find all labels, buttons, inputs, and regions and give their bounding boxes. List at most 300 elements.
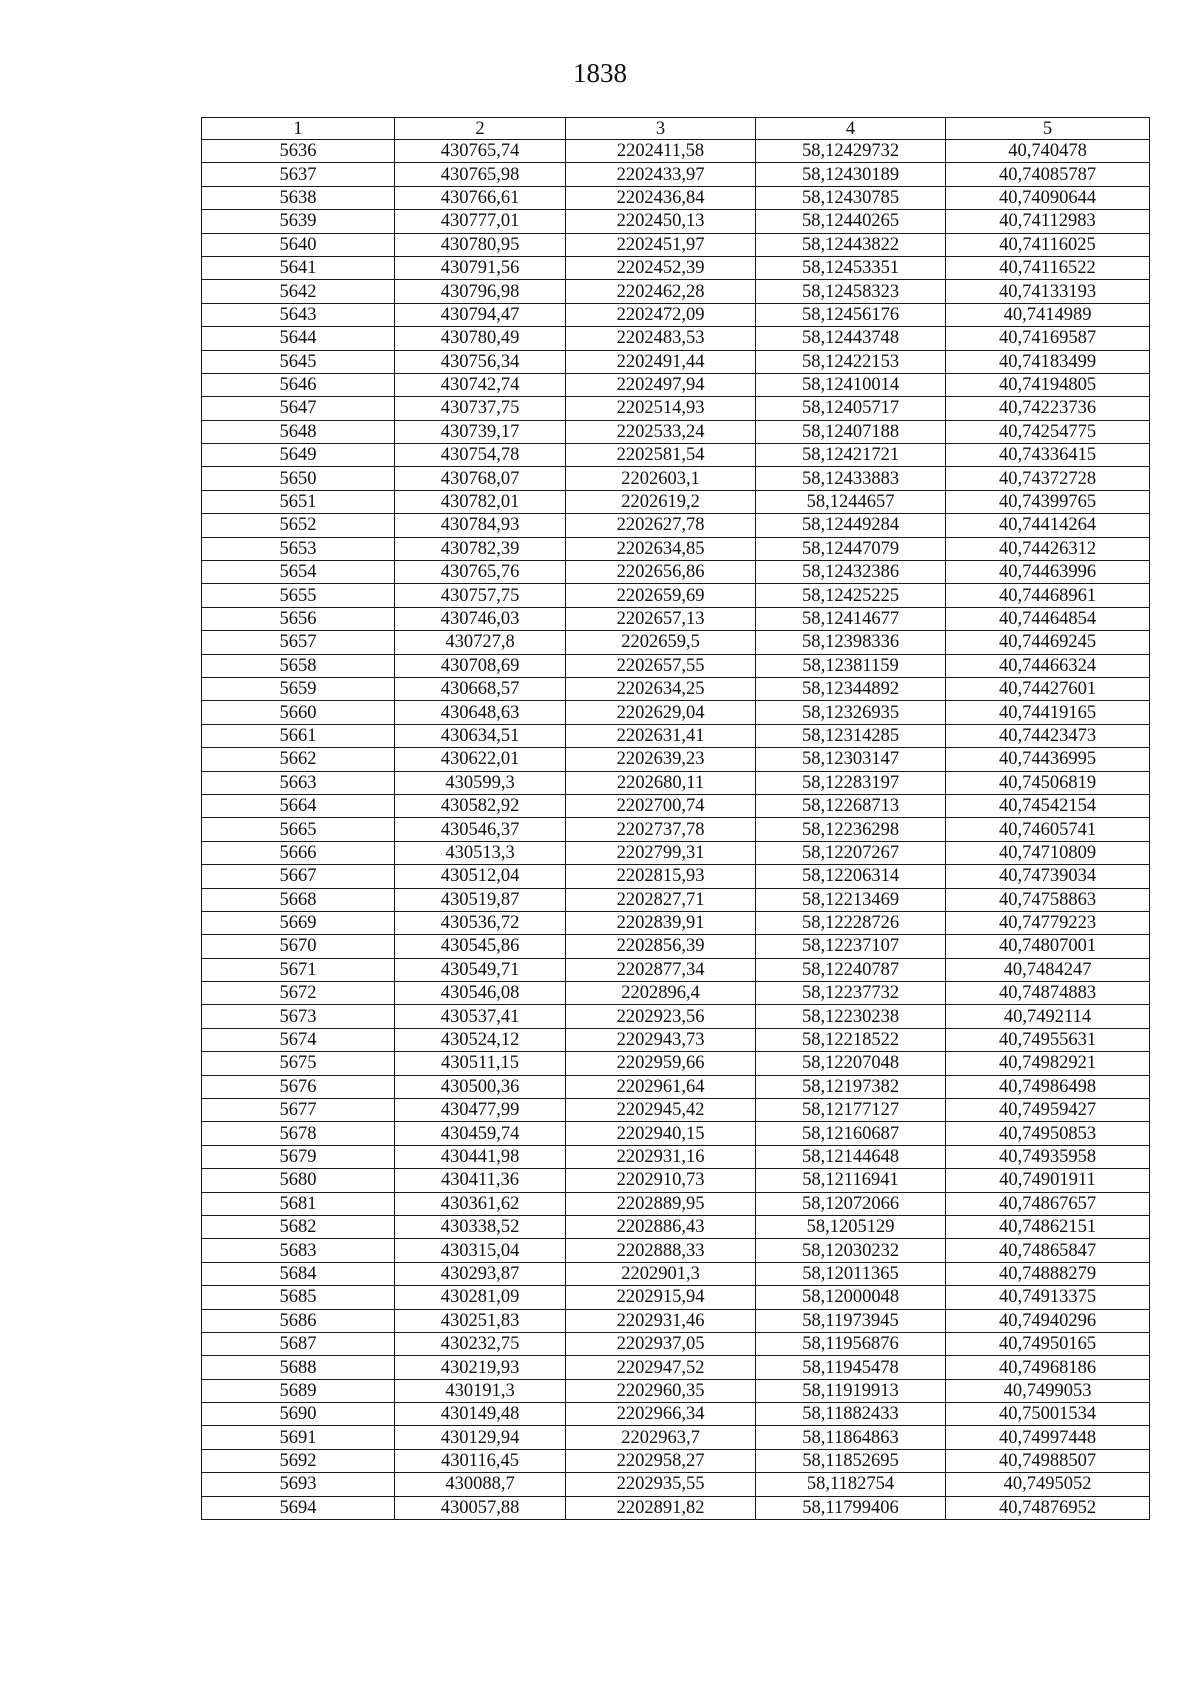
latitude-cell: 58,12197382 bbox=[756, 1075, 946, 1098]
x-coordinate-cell: 430511,15 bbox=[395, 1052, 566, 1075]
y-coordinate-cell: 2202943,73 bbox=[566, 1028, 756, 1051]
column-header-2: 2 bbox=[395, 118, 566, 140]
y-coordinate-cell: 2202533,24 bbox=[566, 420, 756, 443]
point-number-cell: 5682 bbox=[202, 1215, 395, 1238]
latitude-cell: 58,12326935 bbox=[756, 701, 946, 724]
y-coordinate-cell: 2202886,43 bbox=[566, 1215, 756, 1238]
point-number-cell: 5688 bbox=[202, 1356, 395, 1379]
latitude-cell: 58,12206314 bbox=[756, 865, 946, 888]
latitude-cell: 58,12410014 bbox=[756, 373, 946, 396]
table-row bbox=[202, 935, 1150, 958]
point-number-cell: 5651 bbox=[202, 490, 395, 513]
point-number-cell: 5646 bbox=[202, 373, 395, 396]
point-number-cell: 5678 bbox=[202, 1122, 395, 1145]
table-row bbox=[202, 1145, 1150, 1168]
longitude-cell: 40,74867657 bbox=[946, 1192, 1150, 1215]
longitude-cell: 40,74194805 bbox=[946, 373, 1150, 396]
point-number-cell: 5656 bbox=[202, 607, 395, 630]
y-coordinate-cell: 2202472,09 bbox=[566, 303, 756, 326]
point-number-cell: 5638 bbox=[202, 186, 395, 209]
point-number-cell: 5673 bbox=[202, 1005, 395, 1028]
y-coordinate-cell: 2202923,56 bbox=[566, 1005, 756, 1028]
latitude-cell: 58,1244657 bbox=[756, 490, 946, 513]
longitude-cell: 40,74542154 bbox=[946, 794, 1150, 817]
point-number-cell: 5692 bbox=[202, 1449, 395, 1472]
coordinates-table bbox=[201, 117, 1150, 1520]
x-coordinate-cell: 430477,99 bbox=[395, 1099, 566, 1122]
latitude-cell: 58,12433883 bbox=[756, 467, 946, 490]
point-number-cell: 5644 bbox=[202, 327, 395, 350]
table-row bbox=[202, 490, 1150, 513]
x-coordinate-cell: 430361,62 bbox=[395, 1192, 566, 1215]
y-coordinate-cell: 2202931,16 bbox=[566, 1145, 756, 1168]
y-coordinate-cell: 2202799,31 bbox=[566, 841, 756, 864]
table-row bbox=[202, 607, 1150, 630]
longitude-cell: 40,74183499 bbox=[946, 350, 1150, 373]
table-row bbox=[202, 350, 1150, 373]
point-number-cell: 5663 bbox=[202, 771, 395, 794]
longitude-cell: 40,74940296 bbox=[946, 1309, 1150, 1332]
point-number-cell: 5694 bbox=[202, 1496, 395, 1519]
latitude-cell: 58,12160687 bbox=[756, 1122, 946, 1145]
point-number-cell: 5676 bbox=[202, 1075, 395, 1098]
latitude-cell: 58,12381159 bbox=[756, 654, 946, 677]
longitude-cell: 40,75001534 bbox=[946, 1403, 1150, 1426]
latitude-cell: 58,12414677 bbox=[756, 607, 946, 630]
table-row bbox=[202, 397, 1150, 420]
x-coordinate-cell: 430545,86 bbox=[395, 935, 566, 958]
x-coordinate-cell: 430057,88 bbox=[395, 1496, 566, 1519]
point-number-cell: 5648 bbox=[202, 420, 395, 443]
y-coordinate-cell: 2202815,93 bbox=[566, 865, 756, 888]
y-coordinate-cell: 2202935,55 bbox=[566, 1473, 756, 1496]
latitude-cell: 58,12456176 bbox=[756, 303, 946, 326]
x-coordinate-cell: 430191,3 bbox=[395, 1379, 566, 1402]
x-coordinate-cell: 430524,12 bbox=[395, 1028, 566, 1051]
point-number-cell: 5652 bbox=[202, 514, 395, 537]
y-coordinate-cell: 2202629,04 bbox=[566, 701, 756, 724]
x-coordinate-cell: 430622,01 bbox=[395, 748, 566, 771]
latitude-cell: 58,12303147 bbox=[756, 748, 946, 771]
latitude-cell: 58,12236298 bbox=[756, 818, 946, 841]
point-number-cell: 5670 bbox=[202, 935, 395, 958]
table-row bbox=[202, 701, 1150, 724]
x-coordinate-cell: 430768,07 bbox=[395, 467, 566, 490]
table-row bbox=[202, 1496, 1150, 1519]
y-coordinate-cell: 2202945,42 bbox=[566, 1099, 756, 1122]
latitude-cell: 58,12240787 bbox=[756, 958, 946, 981]
x-coordinate-cell: 430757,75 bbox=[395, 584, 566, 607]
latitude-cell: 58,1205129 bbox=[756, 1215, 946, 1238]
y-coordinate-cell: 2202947,52 bbox=[566, 1356, 756, 1379]
point-number-cell: 5647 bbox=[202, 397, 395, 420]
table-row bbox=[202, 561, 1150, 584]
longitude-cell: 40,74710809 bbox=[946, 841, 1150, 864]
y-coordinate-cell: 2202659,69 bbox=[566, 584, 756, 607]
longitude-cell: 40,74935958 bbox=[946, 1145, 1150, 1168]
x-coordinate-cell: 430782,39 bbox=[395, 537, 566, 560]
point-number-cell: 5636 bbox=[202, 140, 395, 163]
longitude-cell: 40,74876952 bbox=[946, 1496, 1150, 1519]
longitude-cell: 40,74997448 bbox=[946, 1426, 1150, 1449]
point-number-cell: 5687 bbox=[202, 1332, 395, 1355]
latitude-cell: 58,12213469 bbox=[756, 888, 946, 911]
y-coordinate-cell: 2202963,7 bbox=[566, 1426, 756, 1449]
x-coordinate-cell: 430232,75 bbox=[395, 1332, 566, 1355]
y-coordinate-cell: 2202411,58 bbox=[566, 140, 756, 163]
point-number-cell: 5686 bbox=[202, 1309, 395, 1332]
y-coordinate-cell: 2202497,94 bbox=[566, 373, 756, 396]
longitude-cell: 40,7414989 bbox=[946, 303, 1150, 326]
table-body bbox=[202, 140, 1150, 1520]
latitude-cell: 58,12458323 bbox=[756, 280, 946, 303]
x-coordinate-cell: 430746,03 bbox=[395, 607, 566, 630]
table-row bbox=[202, 1028, 1150, 1051]
longitude-cell: 40,7495052 bbox=[946, 1473, 1150, 1496]
table-row bbox=[202, 1005, 1150, 1028]
longitude-cell: 40,74865847 bbox=[946, 1239, 1150, 1262]
longitude-cell: 40,74399765 bbox=[946, 490, 1150, 513]
y-coordinate-cell: 2202451,97 bbox=[566, 233, 756, 256]
point-number-cell: 5679 bbox=[202, 1145, 395, 1168]
latitude-cell: 58,11919913 bbox=[756, 1379, 946, 1402]
table-row bbox=[202, 1052, 1150, 1075]
y-coordinate-cell: 2202856,39 bbox=[566, 935, 756, 958]
point-number-cell: 5659 bbox=[202, 677, 395, 700]
table-row bbox=[202, 467, 1150, 490]
x-coordinate-cell: 430765,74 bbox=[395, 140, 566, 163]
table-row bbox=[202, 1099, 1150, 1122]
longitude-cell: 40,74468961 bbox=[946, 584, 1150, 607]
latitude-cell: 58,12425225 bbox=[756, 584, 946, 607]
point-number-cell: 5643 bbox=[202, 303, 395, 326]
y-coordinate-cell: 2202634,85 bbox=[566, 537, 756, 560]
y-coordinate-cell: 2202940,15 bbox=[566, 1122, 756, 1145]
x-coordinate-cell: 430519,87 bbox=[395, 888, 566, 911]
y-coordinate-cell: 2202659,5 bbox=[566, 631, 756, 654]
table-row bbox=[202, 256, 1150, 279]
longitude-cell: 40,74888279 bbox=[946, 1262, 1150, 1285]
y-coordinate-cell: 2202462,28 bbox=[566, 280, 756, 303]
x-coordinate-cell: 430537,41 bbox=[395, 1005, 566, 1028]
table-row bbox=[202, 1426, 1150, 1449]
table-row bbox=[202, 911, 1150, 934]
latitude-cell: 58,12407188 bbox=[756, 420, 946, 443]
table-row bbox=[202, 1215, 1150, 1238]
table-row bbox=[202, 982, 1150, 1005]
point-number-cell: 5690 bbox=[202, 1403, 395, 1426]
column-header-1: 1 bbox=[202, 118, 395, 140]
point-number-cell: 5660 bbox=[202, 701, 395, 724]
x-coordinate-cell: 430782,01 bbox=[395, 490, 566, 513]
x-coordinate-cell: 430754,78 bbox=[395, 444, 566, 467]
point-number-cell: 5672 bbox=[202, 982, 395, 1005]
table-row bbox=[202, 841, 1150, 864]
x-coordinate-cell: 430411,36 bbox=[395, 1169, 566, 1192]
x-coordinate-cell: 430251,83 bbox=[395, 1309, 566, 1332]
longitude-cell: 40,74254775 bbox=[946, 420, 1150, 443]
x-coordinate-cell: 430582,92 bbox=[395, 794, 566, 817]
latitude-cell: 58,12030232 bbox=[756, 1239, 946, 1262]
x-coordinate-cell: 430784,93 bbox=[395, 514, 566, 537]
latitude-cell: 58,12072066 bbox=[756, 1192, 946, 1215]
y-coordinate-cell: 2202737,78 bbox=[566, 818, 756, 841]
longitude-cell: 40,74436995 bbox=[946, 748, 1150, 771]
longitude-cell: 40,74506819 bbox=[946, 771, 1150, 794]
longitude-cell: 40,74464854 bbox=[946, 607, 1150, 630]
table-row bbox=[202, 1332, 1150, 1355]
longitude-cell: 40,74427601 bbox=[946, 677, 1150, 700]
x-coordinate-cell: 430742,74 bbox=[395, 373, 566, 396]
longitude-cell: 40,74469245 bbox=[946, 631, 1150, 654]
table-row bbox=[202, 1286, 1150, 1309]
longitude-cell: 40,74085787 bbox=[946, 163, 1150, 186]
latitude-cell: 58,12405717 bbox=[756, 397, 946, 420]
y-coordinate-cell: 2202959,66 bbox=[566, 1052, 756, 1075]
column-header-5: 5 bbox=[946, 118, 1150, 140]
table-row bbox=[202, 303, 1150, 326]
y-coordinate-cell: 2202937,05 bbox=[566, 1332, 756, 1355]
point-number-cell: 5674 bbox=[202, 1028, 395, 1051]
x-coordinate-cell: 430737,75 bbox=[395, 397, 566, 420]
table-row bbox=[202, 233, 1150, 256]
longitude-cell: 40,74605741 bbox=[946, 818, 1150, 841]
longitude-cell: 40,74223736 bbox=[946, 397, 1150, 420]
longitude-cell: 40,74950853 bbox=[946, 1122, 1150, 1145]
latitude-cell: 58,12237107 bbox=[756, 935, 946, 958]
latitude-cell: 58,12344892 bbox=[756, 677, 946, 700]
y-coordinate-cell: 2202827,71 bbox=[566, 888, 756, 911]
point-number-cell: 5637 bbox=[202, 163, 395, 186]
table-row bbox=[202, 1169, 1150, 1192]
x-coordinate-cell: 430599,3 bbox=[395, 771, 566, 794]
point-number-cell: 5650 bbox=[202, 467, 395, 490]
latitude-cell: 58,12430189 bbox=[756, 163, 946, 186]
latitude-cell: 58,11864863 bbox=[756, 1426, 946, 1449]
x-coordinate-cell: 430739,17 bbox=[395, 420, 566, 443]
longitude-cell: 40,74982921 bbox=[946, 1052, 1150, 1075]
point-number-cell: 5649 bbox=[202, 444, 395, 467]
y-coordinate-cell: 2202631,41 bbox=[566, 724, 756, 747]
table-row bbox=[202, 373, 1150, 396]
longitude-cell: 40,74169587 bbox=[946, 327, 1150, 350]
latitude-cell: 58,12237732 bbox=[756, 982, 946, 1005]
point-number-cell: 5662 bbox=[202, 748, 395, 771]
y-coordinate-cell: 2202910,73 bbox=[566, 1169, 756, 1192]
latitude-cell: 58,12207267 bbox=[756, 841, 946, 864]
latitude-cell: 58,12011365 bbox=[756, 1262, 946, 1285]
y-coordinate-cell: 2202491,44 bbox=[566, 350, 756, 373]
x-coordinate-cell: 430129,94 bbox=[395, 1426, 566, 1449]
longitude-cell: 40,7484247 bbox=[946, 958, 1150, 981]
x-coordinate-cell: 430293,87 bbox=[395, 1262, 566, 1285]
point-number-cell: 5639 bbox=[202, 210, 395, 233]
table-row bbox=[202, 1262, 1150, 1285]
table-row bbox=[202, 1309, 1150, 1332]
latitude-cell: 58,12228726 bbox=[756, 911, 946, 934]
point-number-cell: 5645 bbox=[202, 350, 395, 373]
latitude-cell: 58,12432386 bbox=[756, 561, 946, 584]
point-number-cell: 5684 bbox=[202, 1262, 395, 1285]
y-coordinate-cell: 2202639,23 bbox=[566, 748, 756, 771]
point-number-cell: 5691 bbox=[202, 1426, 395, 1449]
y-coordinate-cell: 2202901,3 bbox=[566, 1262, 756, 1285]
y-coordinate-cell: 2202514,93 bbox=[566, 397, 756, 420]
longitude-cell: 40,74426312 bbox=[946, 537, 1150, 560]
x-coordinate-cell: 430338,52 bbox=[395, 1215, 566, 1238]
x-coordinate-cell: 430441,98 bbox=[395, 1145, 566, 1168]
x-coordinate-cell: 430766,61 bbox=[395, 186, 566, 209]
table-row bbox=[202, 677, 1150, 700]
point-number-cell: 5669 bbox=[202, 911, 395, 934]
latitude-cell: 58,12116941 bbox=[756, 1169, 946, 1192]
table-row bbox=[202, 280, 1150, 303]
x-coordinate-cell: 430727,8 bbox=[395, 631, 566, 654]
y-coordinate-cell: 2202961,64 bbox=[566, 1075, 756, 1098]
latitude-cell: 58,12177127 bbox=[756, 1099, 946, 1122]
y-coordinate-cell: 2202700,74 bbox=[566, 794, 756, 817]
table-header-row bbox=[202, 118, 1150, 140]
table-row bbox=[202, 210, 1150, 233]
latitude-cell: 58,1182754 bbox=[756, 1473, 946, 1496]
point-number-cell: 5642 bbox=[202, 280, 395, 303]
longitude-cell: 40,74950165 bbox=[946, 1332, 1150, 1355]
longitude-cell: 40,74913375 bbox=[946, 1286, 1150, 1309]
y-coordinate-cell: 2202966,34 bbox=[566, 1403, 756, 1426]
latitude-cell: 58,12283197 bbox=[756, 771, 946, 794]
point-number-cell: 5668 bbox=[202, 888, 395, 911]
x-coordinate-cell: 430765,76 bbox=[395, 561, 566, 584]
longitude-cell: 40,74463996 bbox=[946, 561, 1150, 584]
table-row bbox=[202, 1122, 1150, 1145]
longitude-cell: 40,74807001 bbox=[946, 935, 1150, 958]
point-number-cell: 5681 bbox=[202, 1192, 395, 1215]
longitude-cell: 40,74116025 bbox=[946, 233, 1150, 256]
longitude-cell: 40,74779223 bbox=[946, 911, 1150, 934]
page-number: 1838 bbox=[573, 58, 627, 88]
latitude-cell: 58,12144648 bbox=[756, 1145, 946, 1168]
longitude-cell: 40,74112983 bbox=[946, 210, 1150, 233]
y-coordinate-cell: 2202436,84 bbox=[566, 186, 756, 209]
table-row bbox=[202, 1379, 1150, 1402]
table-row bbox=[202, 654, 1150, 677]
x-coordinate-cell: 430315,04 bbox=[395, 1239, 566, 1262]
longitude-cell: 40,74090644 bbox=[946, 186, 1150, 209]
x-coordinate-cell: 430780,49 bbox=[395, 327, 566, 350]
latitude-cell: 58,12440265 bbox=[756, 210, 946, 233]
table-row bbox=[202, 865, 1150, 888]
longitude-cell: 40,74874883 bbox=[946, 982, 1150, 1005]
x-coordinate-cell: 430512,04 bbox=[395, 865, 566, 888]
x-coordinate-cell: 430500,36 bbox=[395, 1075, 566, 1098]
x-coordinate-cell: 430796,98 bbox=[395, 280, 566, 303]
y-coordinate-cell: 2202627,78 bbox=[566, 514, 756, 537]
table-row bbox=[202, 537, 1150, 560]
longitude-cell: 40,74466324 bbox=[946, 654, 1150, 677]
table-row bbox=[202, 1403, 1150, 1426]
table-row bbox=[202, 1356, 1150, 1379]
y-coordinate-cell: 2202483,53 bbox=[566, 327, 756, 350]
table-row bbox=[202, 584, 1150, 607]
longitude-cell: 40,74739034 bbox=[946, 865, 1150, 888]
point-number-cell: 5667 bbox=[202, 865, 395, 888]
longitude-cell: 40,74419165 bbox=[946, 701, 1150, 724]
y-coordinate-cell: 2202581,54 bbox=[566, 444, 756, 467]
longitude-cell: 40,74372728 bbox=[946, 467, 1150, 490]
table-row bbox=[202, 186, 1150, 209]
table-row bbox=[202, 724, 1150, 747]
y-coordinate-cell: 2202915,94 bbox=[566, 1286, 756, 1309]
longitude-cell: 40,740478 bbox=[946, 140, 1150, 163]
latitude-cell: 58,12422153 bbox=[756, 350, 946, 373]
x-coordinate-cell: 430765,98 bbox=[395, 163, 566, 186]
latitude-cell: 58,12453351 bbox=[756, 256, 946, 279]
point-number-cell: 5665 bbox=[202, 818, 395, 841]
y-coordinate-cell: 2202931,46 bbox=[566, 1309, 756, 1332]
x-coordinate-cell: 430116,45 bbox=[395, 1449, 566, 1472]
table-row bbox=[202, 958, 1150, 981]
point-number-cell: 5658 bbox=[202, 654, 395, 677]
longitude-cell: 40,74959427 bbox=[946, 1099, 1150, 1122]
longitude-cell: 40,74116522 bbox=[946, 256, 1150, 279]
table-row bbox=[202, 794, 1150, 817]
y-coordinate-cell: 2202891,82 bbox=[566, 1496, 756, 1519]
y-coordinate-cell: 2202889,95 bbox=[566, 1192, 756, 1215]
latitude-cell: 58,12230238 bbox=[756, 1005, 946, 1028]
x-coordinate-cell: 430668,57 bbox=[395, 677, 566, 700]
y-coordinate-cell: 2202656,86 bbox=[566, 561, 756, 584]
longitude-cell: 40,74133193 bbox=[946, 280, 1150, 303]
x-coordinate-cell: 430794,47 bbox=[395, 303, 566, 326]
latitude-cell: 58,12443748 bbox=[756, 327, 946, 350]
longitude-cell: 40,74414264 bbox=[946, 514, 1150, 537]
longitude-cell: 40,74862151 bbox=[946, 1215, 1150, 1238]
y-coordinate-cell: 2202657,13 bbox=[566, 607, 756, 630]
point-number-cell: 5653 bbox=[202, 537, 395, 560]
table-row bbox=[202, 420, 1150, 443]
latitude-cell: 58,12314285 bbox=[756, 724, 946, 747]
latitude-cell: 58,12000048 bbox=[756, 1286, 946, 1309]
x-coordinate-cell: 430756,34 bbox=[395, 350, 566, 373]
x-coordinate-cell: 430634,51 bbox=[395, 724, 566, 747]
table-row bbox=[202, 1239, 1150, 1262]
longitude-cell: 40,74336415 bbox=[946, 444, 1150, 467]
point-number-cell: 5657 bbox=[202, 631, 395, 654]
latitude-cell: 58,12430785 bbox=[756, 186, 946, 209]
x-coordinate-cell: 430219,93 bbox=[395, 1356, 566, 1379]
point-number-cell: 5654 bbox=[202, 561, 395, 584]
point-number-cell: 5671 bbox=[202, 958, 395, 981]
latitude-cell: 58,11973945 bbox=[756, 1309, 946, 1332]
longitude-cell: 40,74423473 bbox=[946, 724, 1150, 747]
table-row bbox=[202, 327, 1150, 350]
x-coordinate-cell: 430791,56 bbox=[395, 256, 566, 279]
y-coordinate-cell: 2202452,39 bbox=[566, 256, 756, 279]
table-row bbox=[202, 514, 1150, 537]
table-row bbox=[202, 163, 1150, 186]
y-coordinate-cell: 2202877,34 bbox=[566, 958, 756, 981]
latitude-cell: 58,12207048 bbox=[756, 1052, 946, 1075]
point-number-cell: 5640 bbox=[202, 233, 395, 256]
x-coordinate-cell: 430708,69 bbox=[395, 654, 566, 677]
y-coordinate-cell: 2202958,27 bbox=[566, 1449, 756, 1472]
point-number-cell: 5641 bbox=[202, 256, 395, 279]
x-coordinate-cell: 430777,01 bbox=[395, 210, 566, 233]
table-row bbox=[202, 1192, 1150, 1215]
longitude-cell: 40,74955631 bbox=[946, 1028, 1150, 1051]
table-row bbox=[202, 631, 1150, 654]
point-number-cell: 5693 bbox=[202, 1473, 395, 1496]
